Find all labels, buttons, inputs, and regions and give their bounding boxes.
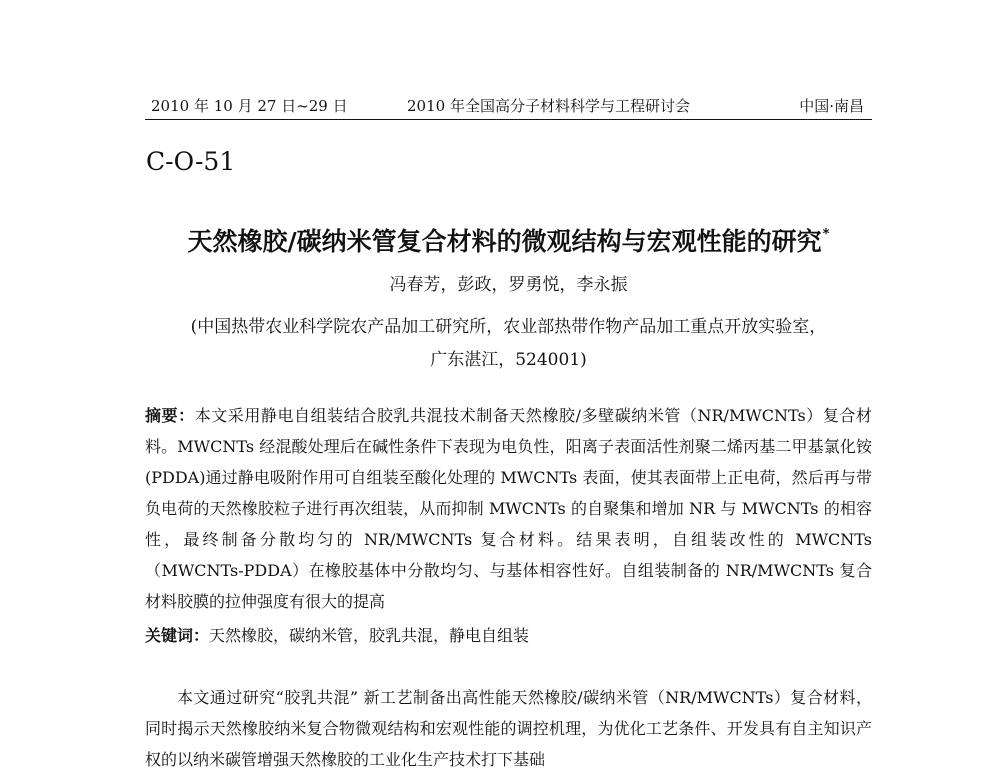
authors: 冯春芳，彭政，罗勇悦，李永振 — [389, 275, 628, 295]
keywords-label: 关键词： — [145, 626, 210, 645]
intro-paragraph: 本文通过研究“胶乳共混” 新工艺制备出高性能天然橡胶/碳纳米管（NR/MWCNTs）复合材料，同时揭示天然橡胶纳米复合物微观结构和宏观性能的调控机理，为优化工艺条件、开发具有自主知识产权的以纳米碳管增强天然橡胶的工业化生产技术打下基础 — [145, 688, 872, 769]
title-footnote-mark: * — [822, 227, 830, 242]
abstract-label: 摘要： — [145, 406, 195, 425]
header-rule — [145, 119, 872, 120]
affiliation-line-2: 广东湛江，524001) — [430, 350, 587, 370]
paper-title — [145, 218, 872, 259]
header-date: 2010 年 10 月 27 日~29 日 — [151, 97, 348, 115]
keywords-text: 天然橡胶，碳纳米管，胶乳共混，静电自组装 — [209, 626, 530, 645]
header-place: 中国·南昌 — [799, 97, 864, 115]
affiliation-line-1: (中国热带农业科学院农产品加工研究所，农业部热带作物产品加工重点开放实验室， — [190, 317, 827, 337]
abstract — [145, 400, 872, 617]
keywords — [145, 623, 872, 649]
abstract-text: 本文采用静电自组装结合胶乳共混技术制备天然橡胶/多壁碳纳米管（NR/MWCNTs）复合材料。MWCNTs 经混酸处理后在碱性条件下表现为电负性，阳离子表面活性剂聚二烯丙基二甲基氯化铵(PDDA)通过静电吸附作用可自组装至酸化处理的 MWCNTs 表面，使其表面带上正电荷，然后再与带负电荷的天然橡胶粒子进行再次组装，从而抑制 MWCNTs 的自聚集和增加 NR 与 MWCNTs 的相容性，最终制备分散均匀的 NR/MWCNTs 复合材料。结果表明，自组装改性的 MWCNTs（MWCNTs-PDDA）在橡胶基体中分散均匀、与基体相容性好。自组装制备的 NR/MWCNTs 复合材料胶膜的拉伸强度有很大的提高 — [145, 406, 872, 611]
affiliation — [145, 311, 872, 377]
header-conference: 2010 年全国高分子材料科学与工程研讨会 — [407, 97, 690, 115]
running-header — [145, 96, 872, 116]
paper-code: C-O-51 — [146, 147, 236, 176]
paper-title-text: 天然橡胶/碳纳米管复合材料的微观结构与宏观性能的研究 — [187, 227, 822, 256]
